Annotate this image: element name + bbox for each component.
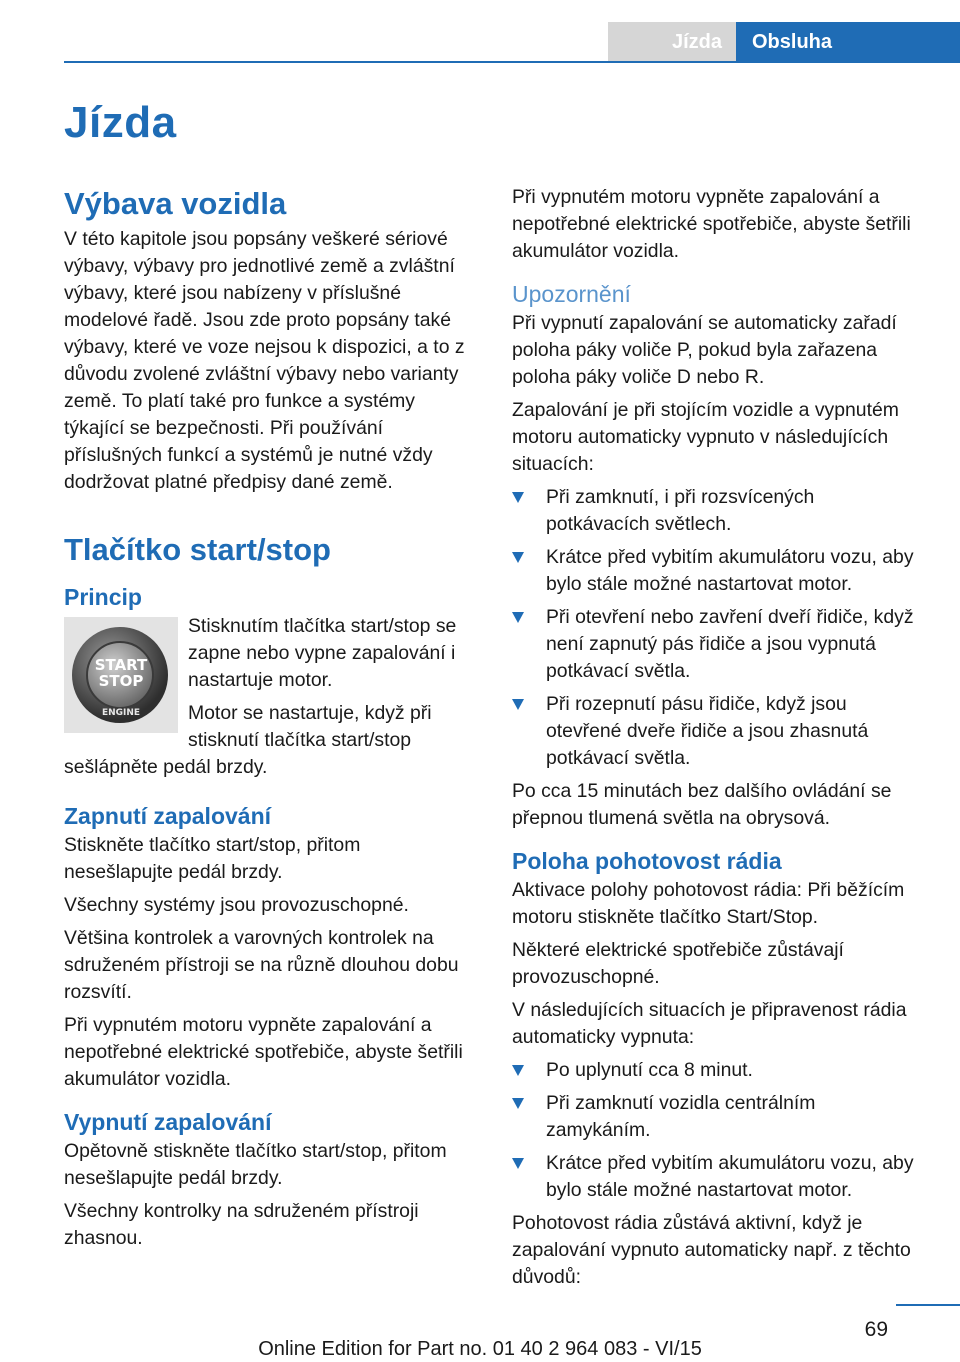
paragraph-intro: Při vypnutém motoru vypněte zapalování a nepotřebné elektrické spotřebiče, abyste šetřili akumulátor vozidla. xyxy=(512,186,911,262)
list-item-text: Při otevření nebo zavření dveří řidiče, když není zapnutý pás řidiče a jsou vypnutá potkávací světla. xyxy=(546,606,914,682)
bullet-list-zapalovani xyxy=(512,484,922,772)
paragraph-zapnuti-2: Všechny systémy jsou provozuschopné. xyxy=(64,894,409,916)
heading-poloha-pohotovost-radia: Poloha pohotovost rádia xyxy=(512,848,782,874)
list-item-text: Krátce před vybitím akumulátoru vozu, aby bylo stále možné nastartovat motor. xyxy=(546,1152,914,1201)
paragraph-vybava: V této kapitole jsou popsány veškeré sériové výbavy, výbavy pro jednotlivé země a zvláštní výbavy, které jsou nabízeny v příslušné modelové řadě. Jsou zde proto popsány také výbavy, které ve voze nejsou k dispozici, a to z důvodu zvolené zvláštní výbavy nebo varianty země. To platí také pro funkce a systémy týkající se bezpečnosti. Při používání příslušných funkcí a systémů je nutné vždy dodržovat platné předpisy dané země. xyxy=(64,228,465,493)
button-label-start: START xyxy=(94,656,148,674)
header-rule xyxy=(64,61,960,63)
heading-tlacitko-start-stop: Tlačítko start/stop xyxy=(64,532,331,567)
triangle-bullet-icon xyxy=(512,552,524,563)
list-item xyxy=(512,691,922,772)
header-tabs xyxy=(608,22,960,62)
start-stop-button-image xyxy=(64,617,178,733)
triangle-bullet-icon xyxy=(512,1158,524,1169)
paragraph-upozorneni-3: Po cca 15 minutách bez dalšího ovládání se přepnou tlumená světla na obrysová. xyxy=(512,780,892,829)
list-item xyxy=(512,544,922,598)
paragraph-poloha-1: Aktivace polohy pohotovost rádia: Při běžícím motoru stiskněte tlačítko Start/Stop. xyxy=(512,879,905,928)
paragraph-vypnuti-1: Opětovně stiskněte tlačítko start/stop, přitom nesešlapujte pedál brzdy. xyxy=(64,1140,447,1189)
triangle-bullet-icon xyxy=(512,1065,524,1076)
list-item xyxy=(512,1057,922,1084)
footer-edition: Online Edition for Part no. 01 40 2 964 083 - VI/15 xyxy=(258,1338,702,1360)
list-item-text: Při rozepnutí pásu řidiče, když jsou otevřené dveře řidiče a jsou zhasnutá potkávací světla. xyxy=(546,693,869,769)
paragraph-princip-2: Motor se nastartuje, když při stisknutí tlačítka start/stop sešlápněte pedál brzdy. xyxy=(64,702,432,778)
paragraph-poloha-2: Některé elektrické spotřebiče zůstávají provozuschopné. xyxy=(512,939,844,988)
paragraph-princip-1: Stisknutím tlačítka start/stop se zapne nebo vypne zapalování i nastartuje motor. xyxy=(188,615,457,691)
triangle-bullet-icon xyxy=(512,612,524,623)
page-number: 69 xyxy=(864,1318,888,1341)
list-item xyxy=(512,1150,922,1204)
triangle-bullet-icon xyxy=(512,492,524,503)
paragraph-zapnuti-4: Při vypnutém motoru vypněte zapalování a nepotřebné elektrické spotřebiče, abyste šetřili akumulátor vozidla. xyxy=(64,1014,463,1090)
paragraph-poloha-3: V následujících situacích je připravenost rádia automaticky vypnuta: xyxy=(512,999,907,1048)
list-item xyxy=(512,604,922,685)
button-label-engine: ENGINE xyxy=(101,708,141,718)
heading-vybava-vozidla: Výbava vozidla xyxy=(64,186,287,221)
heading-upozorneni: Upozornění xyxy=(512,281,631,307)
bullet-list-radio xyxy=(512,1057,922,1204)
paragraph-zapnuti-1: Stiskněte tlačítko start/stop, přitom nesešlapujte pedál brzdy. xyxy=(64,834,361,883)
button-label-stop: STOP xyxy=(98,672,144,690)
tab-section: Jízda xyxy=(608,22,736,62)
left-column xyxy=(64,184,474,1258)
paragraph-upozorneni-1: Při vypnutí zapalování se automaticky zařadí poloha páky voliče P, pokud byla zařazena poloha páky voliče D nebo R. xyxy=(512,312,897,388)
list-item-text: Krátce před vybitím akumulátoru vozu, aby bylo stále možné nastartovat motor. xyxy=(546,546,914,595)
list-item-text: Po uplynutí cca 8 minut. xyxy=(546,1059,753,1081)
list-item-text: Při zamknutí vozidla centrálním zamykáním. xyxy=(546,1092,816,1141)
heading-zapnuti-zapalovani: Zapnutí zapalování xyxy=(64,803,272,829)
triangle-bullet-icon xyxy=(512,1098,524,1109)
tab-chapter: Obsluha xyxy=(736,22,960,62)
list-item xyxy=(512,484,922,538)
triangle-bullet-icon xyxy=(512,699,524,710)
page-title: Jízda xyxy=(64,98,177,147)
footer-rule xyxy=(896,1304,960,1306)
paragraph-upozorneni-2: Zapalování je při stojícím vozidle a vypnutém motoru automaticky vypnuto v následujících situacích: xyxy=(512,399,899,475)
paragraph-poloha-4: Pohotovost rádia zůstává aktivní, když je zapalování vypnuto automaticky např. z těchto důvodů: xyxy=(512,1212,911,1288)
heading-vypnuti-zapalovani: Vypnutí zapalování xyxy=(64,1109,272,1135)
heading-princip: Princip xyxy=(64,584,142,610)
right-column xyxy=(512,184,922,1297)
paragraph-vypnuti-2: Všechny kontrolky na sdruženém přístroji zhasnou. xyxy=(64,1200,419,1249)
list-item-text: Při zamknutí, i při rozsvícených potkávacích světlech. xyxy=(546,486,815,535)
list-item xyxy=(512,1090,922,1144)
principle-block xyxy=(64,613,474,787)
paragraph-zapnuti-3: Většina kontrolek a varovných kontrolek na sdruženém přístroji se na různě dlouhou dobu rozsvítí. xyxy=(64,927,459,1003)
